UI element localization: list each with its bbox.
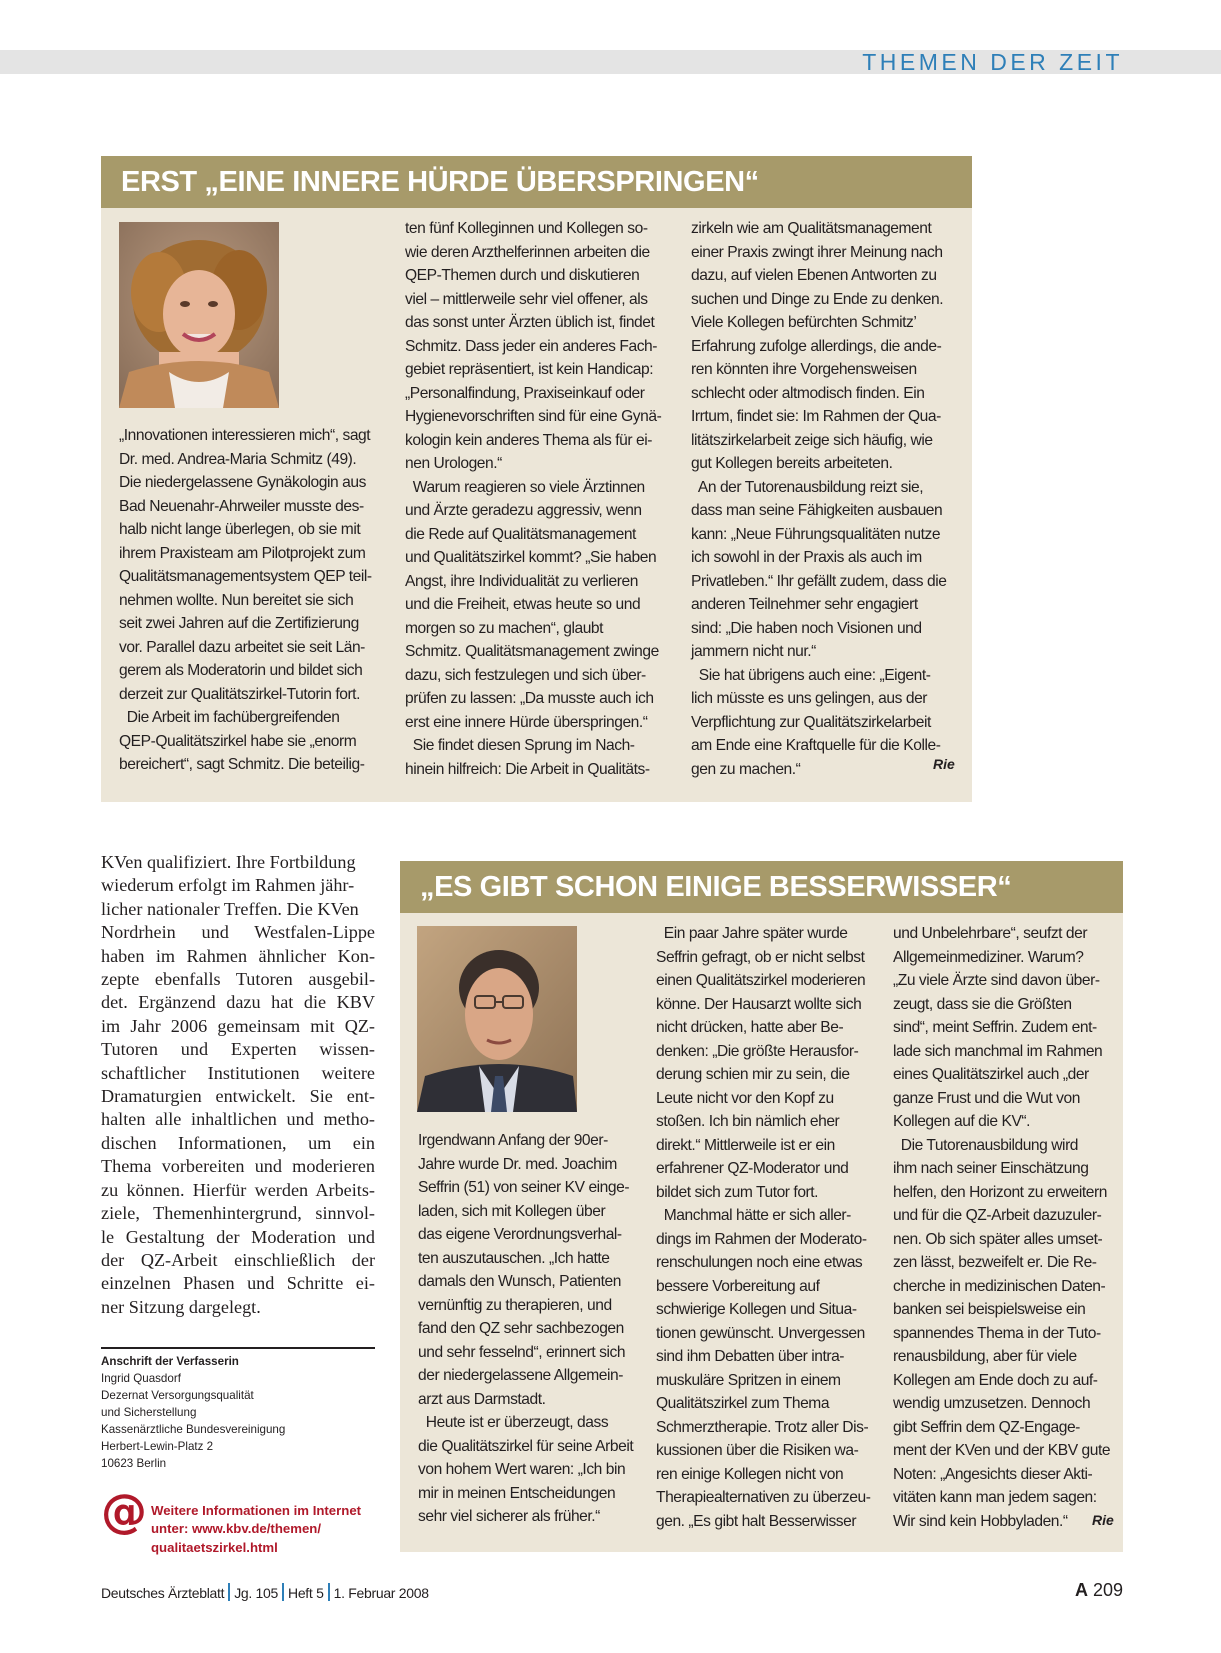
address-divider — [101, 1347, 375, 1349]
text-line: dischen Informationen, um ein — [101, 1132, 375, 1153]
text-line: stoßen. Ich bin nämlich eher — [656, 1113, 840, 1130]
text-line: gen. „Es gibt halt Besserwisser — [656, 1512, 857, 1530]
box2-column-3 — [893, 922, 1118, 1533]
text-line: viel – mittlerweile sehr viel offener, als — [405, 290, 648, 308]
text-line: erfahrener QZ-Moderator und — [656, 1160, 849, 1177]
text-line: fand den QZ sehr sachbezogen — [418, 1320, 624, 1337]
text-line: Viele Kollegen befürchten Schmitz’ — [691, 314, 917, 331]
text-line: vor. Parallel dazu arbeitet sie seit Län- — [119, 638, 365, 656]
article-column — [101, 851, 375, 1319]
text-line: wiederum erfolgt im Rahmen jähr- — [101, 875, 355, 896]
text-line: nehmen wollte. Nun bereitet sie sich — [119, 591, 354, 609]
text-line: Allgemeinmediziner. Warum? — [893, 948, 1084, 966]
text-line: Privatleben.“ Ihr gefällt zudem, dass die — [691, 572, 947, 590]
box2-column-1 — [418, 1129, 643, 1529]
text-line: gen zu machen.“ — [691, 760, 801, 778]
text-line: QEP-Themen durch und diskutieren — [405, 267, 640, 284]
text-line: Verpflichtung zur Qualitätszirkelarbeit — [691, 713, 931, 731]
text-line: Die niedergelassene Gynäkologin aus — [119, 474, 366, 491]
text-line: hinein hilfreich: Die Arbeit in Qualitäts- — [405, 760, 650, 778]
text-line: renausbildung, aber für viele — [893, 1348, 1077, 1365]
text-line: le Gestaltung der Moderation und — [101, 1226, 375, 1247]
text-line: wie deren Arzthelferinnen arbeiten die — [405, 243, 650, 261]
text-line: Dramaturgien entwickelt. Sie ent- — [101, 1086, 375, 1107]
text-line: einen Qualitätszirkel moderieren — [656, 972, 866, 989]
text-line: und sehr fesselnd“, erinnert sich — [418, 1343, 626, 1361]
text-line: ren einige Kollegen nicht von — [656, 1465, 844, 1483]
box-title: ERST „EINE INNERE HÜRDE ÜBERSPRINGEN“ — [101, 156, 972, 208]
text-line: von hohem Wert waren: „Ich bin — [418, 1461, 626, 1478]
box-title: „ES GIBT SCHON EINIGE BESSERWISSER“ — [400, 861, 1123, 913]
text-line: ihrem Praxisteam am Pilotprojekt zum — [119, 544, 366, 562]
text-line: tionen gewünscht. Unvergessen — [656, 1324, 865, 1342]
text-line: Nordrhein und Westfalen-Lippe — [101, 922, 375, 943]
box2-column-2 — [656, 922, 881, 1533]
text-line: Die Tutorenausbildung wird — [893, 1136, 1079, 1154]
text-line: helfen, den Horizont zu erweitern — [893, 1183, 1107, 1201]
text-line: könne. Der Hausarzt wollte sich — [656, 995, 862, 1013]
text-line: KVen qualifiziert. Ihre Fortbildung — [101, 852, 356, 872]
text-line: anderen Teilnehmer sehr engagiert — [691, 596, 918, 613]
text-line: wendig umzusetzen. Dennoch — [893, 1395, 1091, 1412]
author-address — [101, 1353, 375, 1472]
text-line: die Qualitätszirkel für seine Arbeit — [418, 1437, 634, 1455]
text-line: kann: „Neue Führungsqualitäten nutze — [691, 525, 941, 543]
text-line: morgen so zu machen“, glaubt — [405, 619, 604, 637]
text-line: und Ärzte geradezu aggressiv, wenn — [405, 502, 642, 519]
web-info-link[interactable]: unter: www.kbv.de/themen/ — [151, 1521, 321, 1537]
text-line: Angst, ihre Individualität zu verlieren — [405, 572, 638, 590]
text-line: Dr. med. Andrea-Maria Schmitz (49). — [119, 450, 357, 468]
text-line: ganze Frust und die Wut von — [893, 1089, 1080, 1107]
text-line: Qualitätsmanagementsystem QEP teil- — [119, 568, 372, 585]
text-line: gut Kollegen bereits arbeiteten. — [691, 455, 893, 472]
text-line: ner Sitzung dargelegt. — [101, 1296, 261, 1317]
text-line: derzeit zur Qualitätszirkel-Tutorin fort. — [119, 685, 360, 703]
text-line: zepte ebenfalls Tutoren ausgebil- — [101, 969, 375, 990]
text-line: Kollegen auf die KV“. — [893, 1113, 1031, 1130]
text-line: jammern nicht nur.“ — [691, 643, 816, 660]
text-line: direkt.“ Mittlerweile ist er ein — [656, 1136, 835, 1154]
text-line: Bad Neuenahr-Ahrweiler musste des- — [119, 497, 364, 515]
text-line: „Innovationen interessieren mich“, sagt — [119, 427, 371, 444]
text-line: im Jahr 2006 gemeinsam mit QZ- — [101, 1015, 375, 1036]
sidebar-box-schmitz — [101, 156, 972, 802]
text-line: spannendes Thema in der Tuto- — [893, 1324, 1101, 1342]
text-line: und Qualitätszirkel kommt? „Sie haben — [405, 549, 657, 566]
text-line: nen. Ob sich später alles umset- — [893, 1230, 1103, 1248]
text-line: Sie findet diesen Sprung im Nach- — [405, 737, 635, 754]
text-line: zu können. Hierfür werden Arbeits- — [101, 1179, 375, 1200]
text-line: Seffrin (51) von seiner KV einge- — [418, 1179, 630, 1196]
text-line: Heute ist er überzeugt, dass — [418, 1414, 609, 1431]
text-line: gibt Seffrin dem QZ-Engage- — [893, 1418, 1080, 1436]
text-line: licher nationaler Treffen. Die KVen — [101, 898, 359, 919]
text-line: An der Tutorenausbildung reizt sie, — [691, 478, 924, 496]
text-line: einer Praxis zwingt ihrer Meinung nach — [691, 243, 943, 261]
text-line: einzelnen Phasen und Schritte ei- — [101, 1273, 375, 1294]
text-line: lade sich manchmal im Rahmen — [893, 1042, 1103, 1060]
text-line: derung schien mir zu sein, die — [656, 1066, 850, 1083]
page-number — [1075, 1580, 1123, 1601]
text-line: Sie hat übrigens auch eine: „Eigent- — [691, 666, 931, 684]
text-line: kologin kein anderes Thema als für ei- — [405, 431, 652, 449]
text-line: das eigene Verordnungsverhal- — [418, 1226, 622, 1243]
text-line: gebiet repräsentiert, ist kein Handicap: — [405, 361, 654, 378]
text-line: ziele, Themenhintergrund, sinnvol- — [101, 1203, 375, 1224]
text-line: Hygienevorschriften sind für eine Gynä- — [405, 408, 662, 425]
text-line: Noten: „Angesichts dieser Akti- — [893, 1465, 1093, 1483]
text-line: zirkeln wie am Qualitätsmanagement — [691, 220, 932, 237]
section-title: THEMEN DER ZEIT — [862, 49, 1123, 75]
box1-column-1 — [119, 424, 384, 777]
text-line: vitäten kann man jedem sagen: — [893, 1489, 1097, 1506]
text-line: nicht drücken, hatte aber Be- — [656, 1019, 844, 1036]
text-line: Schmitz. Qualitätsmanagement zwinge — [405, 643, 659, 660]
text-line: Therapiealternativen zu überzeu- — [656, 1489, 871, 1506]
text-line: muskuläre Spritzen in einem — [656, 1371, 841, 1389]
page-prefix: A — [1074, 1580, 1088, 1600]
address-line: Herbert-Lewin-Platz 2 — [101, 1440, 214, 1453]
web-info — [101, 1484, 381, 1555]
text-line: renschulungen noch eine etwas — [656, 1254, 863, 1271]
text-line: litätszirkelarbeit zeige sich häufig, wie — [691, 431, 933, 449]
text-line: eines Qualitätszirkel auch „der — [893, 1066, 1089, 1083]
footer-citation — [101, 1583, 429, 1601]
address-heading: Anschrift der Verfasserin — [101, 1355, 239, 1368]
text-line: sind: „Die haben noch Visionen und — [691, 619, 922, 637]
text-line: QEP-Qualitätszirkel habe sie „enorm — [119, 732, 357, 750]
text-line: Manchmal hätte er sich aller- — [656, 1207, 851, 1224]
footer-separator — [228, 1583, 230, 1601]
text-line: „Personalfindung, Praxiseinkauf oder — [405, 384, 645, 402]
at-icon: @ — [101, 1484, 147, 1538]
text-line: Seffrin gefragt, ob er nicht selbst — [656, 948, 865, 966]
text-line: sind“, meint Seffrin. Zudem ent- — [893, 1019, 1097, 1036]
footer-separator — [282, 1583, 284, 1601]
text-line: Kollegen am Ende doch zu auf- — [893, 1371, 1098, 1389]
text-line: Die Arbeit im fachübergreifenden — [119, 709, 340, 726]
text-line: sehr viel sicherer als früher.“ — [418, 1508, 600, 1525]
page-number-value: 209 — [1092, 1580, 1123, 1600]
address-line: Kassenärztliche Bundesvereinigung — [101, 1423, 286, 1436]
text-line: „Zu viele Ärzte sind davon über- — [893, 972, 1100, 989]
text-line: zen lässt, bezweifelt er. Die Re- — [893, 1254, 1097, 1271]
author-signature: Rie — [1092, 1512, 1114, 1528]
text-line: dass man seine Fähigkeiten ausbauen — [691, 502, 943, 519]
address-line: Dezernat Versorgungsqualität — [101, 1389, 254, 1402]
text-line: halb nicht lange überlegen, ob sie mit — [119, 521, 361, 538]
text-line: seit zwei Jahren auf die Zertifizierung — [119, 615, 359, 632]
journal-volume: Jg. 105 — [234, 1585, 279, 1601]
text-line: banken sei beispielsweise ein — [893, 1301, 1086, 1318]
text-line: Wir sind kein Hobbyladen.“ — [893, 1512, 1068, 1530]
address-line: Ingrid Quasdorf — [101, 1372, 181, 1385]
text-line: die Rede auf Qualitätsmanagement — [405, 525, 636, 543]
text-line: Tutoren und Experten wissen- — [101, 1039, 375, 1060]
text-line: damals den Wunsch, Patienten — [418, 1273, 621, 1290]
text-line: suchen und Dinge zu Ende zu denken. — [691, 290, 944, 308]
text-line: haben im Rahmen ähnlicher Kon- — [101, 945, 375, 966]
text-line: lich müsste es uns gelingen, aus der — [691, 690, 928, 707]
text-line: Warum reagieren so viele Ärztinnen — [405, 478, 645, 496]
text-line: Thema vorbereiten und moderieren — [101, 1156, 375, 1177]
portrait-photo-schmitz — [119, 222, 279, 408]
footer-separator — [328, 1583, 330, 1601]
text-line: arzt aus Darmstadt. — [418, 1390, 546, 1408]
text-line: bessere Vorbereitung auf — [656, 1277, 820, 1295]
text-line: bildet sich zum Tutor fort. — [656, 1183, 819, 1201]
text-line: Ein paar Jahre später wurde — [656, 925, 848, 942]
text-line: Qualitätszirkel zum Thema — [656, 1395, 830, 1412]
text-line: der QZ-Arbeit einschließlich der — [101, 1249, 375, 1270]
portrait-photo-seffrin — [417, 926, 577, 1112]
text-line: Irgendwann Anfang der 90er- — [418, 1132, 608, 1149]
text-line: zeugt, dass sie die Größten — [893, 995, 1072, 1013]
web-info-text[interactable] — [151, 1502, 361, 1557]
text-line: Irrtum, findet sie: Im Rahmen der Qua- — [691, 408, 941, 425]
text-line: Leute nicht vor den Kopf zu — [656, 1089, 834, 1107]
text-line: vernünftig zu therapieren, und — [418, 1296, 612, 1314]
text-line: halten alle inhaltlichen und metho- — [101, 1109, 375, 1130]
text-line: der niedergelassene Allgemein- — [418, 1367, 623, 1384]
text-line: das sonst unter Ärzten üblich ist, findet — [405, 314, 655, 331]
sidebar-box-seffrin — [400, 861, 1123, 1552]
text-line: nen Urologen.“ — [405, 455, 502, 472]
text-line: ren könnten ihre Vorgehensweisen — [691, 361, 917, 378]
box1-column-2 — [405, 217, 670, 781]
text-line: dazu, auf vielen Ebenen Antworten zu — [691, 267, 937, 284]
text-line: Jahre wurde Dr. med. Joachim — [418, 1155, 617, 1173]
address-line: und Sicherstellung — [101, 1406, 197, 1419]
text-line: mir in meinen Entscheidungen — [418, 1484, 616, 1502]
address-line: 10623 Berlin — [101, 1457, 167, 1470]
text-line: sind ihm Debatten über intra- — [656, 1348, 845, 1365]
text-line: denken: „Die größte Herausfor- — [656, 1042, 859, 1060]
text-line: Schmerztherapie. Trotz aller Dis- — [656, 1418, 869, 1436]
text-line: Schmitz. Dass jeder ein anderes Fach- — [405, 337, 658, 355]
text-line: gerem als Moderatorin und bildet sich — [119, 662, 363, 679]
text-line: laden, sich mit Kollegen über — [418, 1202, 606, 1220]
text-line: ihm nach seiner Einschätzung — [893, 1160, 1089, 1177]
text-line: bereichert“, sagt Schmitz. Die beteilig- — [119, 756, 365, 773]
text-line: und Unbelehrbare“, seufzt der — [893, 925, 1088, 942]
journal-name: Deutsches Ärzteblatt — [101, 1585, 225, 1601]
web-info-line: Weitere Informationen im Internet — [151, 1503, 362, 1518]
text-line: dings im Rahmen der Moderato- — [656, 1230, 867, 1248]
text-line: cherche in medizinischen Daten- — [893, 1277, 1106, 1295]
journal-date: 1. Februar 2008 — [333, 1585, 429, 1601]
text-line: erst eine innere Hürde überspringen.“ — [405, 713, 648, 731]
text-line: schaftlicher Institutionen weitere — [101, 1062, 375, 1083]
web-info-link[interactable]: qualitaetszirkel.html — [151, 1539, 278, 1555]
text-line: kussionen über die Risiken wa- — [656, 1442, 859, 1459]
box1-column-3 — [691, 217, 956, 781]
text-line: ten fünf Kolleginnen und Kollegen so- — [405, 220, 648, 237]
text-line: ten auszutauschen. „Ich hatte — [418, 1249, 610, 1267]
journal-issue: Heft 5 — [288, 1585, 324, 1601]
author-signature: Rie — [933, 756, 955, 772]
text-line: prüfen zu lassen: „Da musste auch ich — [405, 690, 654, 707]
text-line: Erfahrung zufolge allerdings, die ande- — [691, 337, 942, 355]
text-line: ich sowohl in der Praxis als auch im — [691, 549, 922, 566]
text-line: schlecht oder altmodisch finden. Ein — [691, 384, 925, 402]
text-line: am Ende eine Kraftquelle für die Kolle- — [691, 737, 941, 754]
text-line: und für die QZ-Arbeit dazuzuler- — [893, 1207, 1102, 1224]
text-line: und die Freiheit, etwas heute so und — [405, 596, 641, 613]
text-line: schwierige Kollegen und Situa- — [656, 1301, 857, 1318]
text-line: det. Ergänzend dazu hat die KBV — [101, 992, 375, 1013]
text-line: dazu, sich festzulegen und sich über- — [405, 666, 646, 684]
text-line: ment der KVen und der KBV gute — [893, 1442, 1111, 1459]
